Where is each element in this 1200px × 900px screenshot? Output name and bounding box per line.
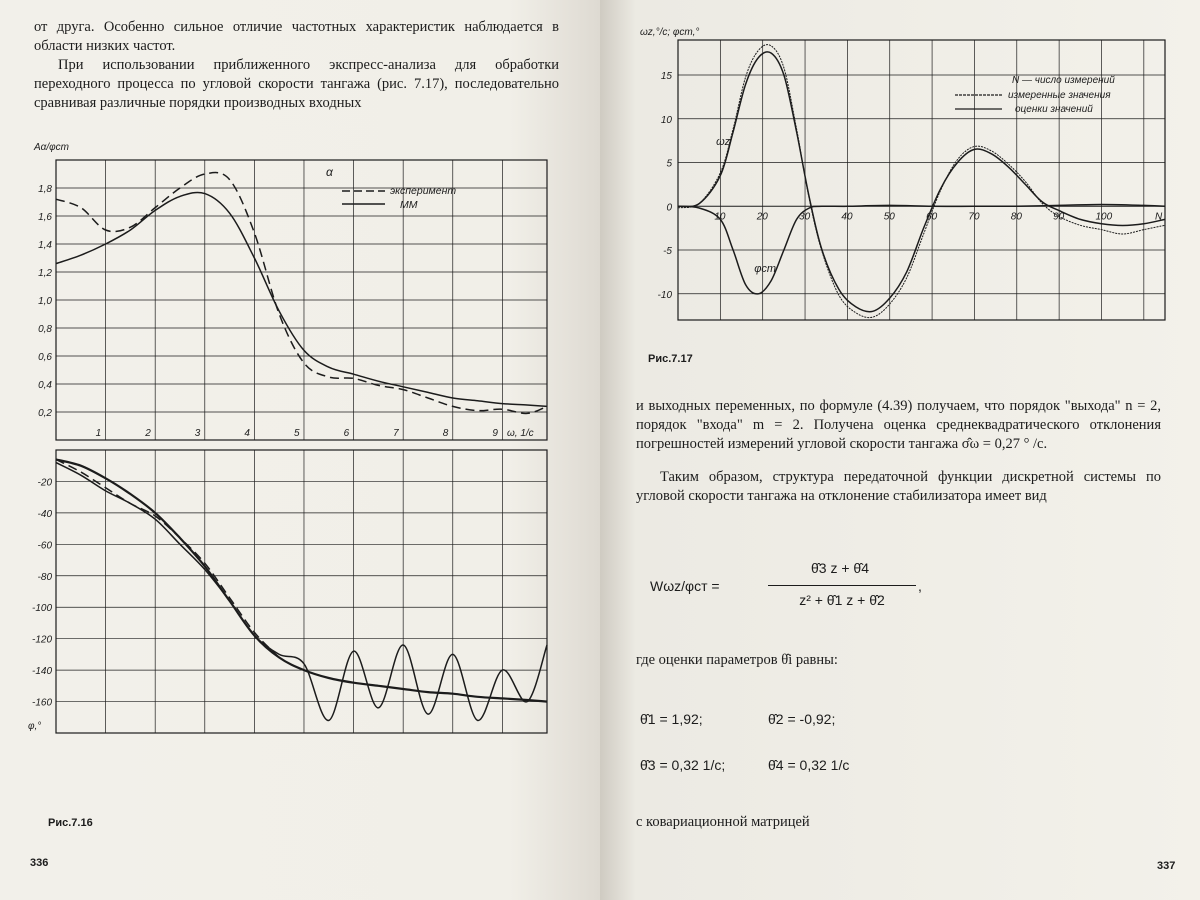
amp-x-tick-label: 2 bbox=[145, 428, 151, 439]
orders-text: и выходных переменных, по формуле (4.39) получаем, что порядок "выхода" n = 2, порядок "входа" m = 2. Получена оценка среднеквадратического отклонения погрешностей измерений угловой скорости тангажа bbox=[636, 398, 1161, 452]
paragraph-orders bbox=[636, 397, 1161, 454]
time-annotation-omega: ωz bbox=[716, 136, 731, 148]
phase-s1-data-point bbox=[477, 696, 478, 697]
phase-s0-data-point bbox=[427, 714, 428, 715]
time-s2-data-point bbox=[771, 280, 772, 281]
amp-s0-data-point bbox=[403, 389, 404, 390]
amp-s1-data-point bbox=[353, 374, 354, 375]
amp-x-tick-label: 5 bbox=[293, 428, 300, 439]
amp-s1-data-point bbox=[80, 255, 81, 256]
amp-y-tick-label: 1,4 bbox=[38, 240, 52, 251]
time-s0-data-point bbox=[1143, 229, 1144, 230]
amp-y-tick-label: 0,8 bbox=[38, 324, 52, 335]
time-s1-data-point bbox=[906, 271, 907, 272]
formula-comma: , bbox=[918, 578, 922, 594]
amp-y-tick-label: 0,6 bbox=[38, 352, 52, 363]
phase-y-axis-label: φ,° bbox=[28, 721, 42, 732]
time-s0-data-point bbox=[783, 67, 784, 68]
amp-s0-data-point bbox=[353, 378, 354, 379]
amplitude-chart bbox=[20, 140, 580, 470]
time-s1-data-point bbox=[720, 175, 721, 176]
amp-s0-data-point bbox=[502, 409, 503, 410]
amp-s1-data-point bbox=[546, 406, 547, 407]
time-s0-data-point bbox=[677, 207, 678, 208]
paragraph-continuation: от друга. Особенно сильное отличие частотных характеристик наблюдается в области низких частот. bbox=[34, 19, 559, 54]
amp-s0-data-point bbox=[179, 187, 180, 188]
time-s1-data-point bbox=[1008, 166, 1009, 167]
theta3-value: θ̂3 = 0,32 1/с; bbox=[640, 757, 726, 773]
amp-s1-data-point bbox=[204, 193, 205, 194]
time-s0-data-point bbox=[1164, 225, 1165, 226]
time-s1-data-point bbox=[974, 149, 975, 150]
time-s1-data-point bbox=[758, 57, 759, 58]
time-s1-data-point bbox=[1080, 219, 1081, 220]
phase-s1-data-point bbox=[105, 478, 106, 479]
time-x-tick-label: 30 bbox=[799, 211, 811, 223]
time-s2-data-point bbox=[974, 206, 975, 207]
amp-s1-data-point bbox=[303, 350, 304, 351]
time-x-axis-label: N bbox=[1155, 211, 1163, 223]
phase-chart bbox=[20, 448, 580, 778]
amp-s0-data-point bbox=[105, 229, 106, 230]
formula-lhs: Wωz/φст = bbox=[650, 578, 720, 594]
time-s2-data-point bbox=[809, 207, 810, 208]
time-s1-data-point bbox=[796, 131, 797, 132]
amp-s0-data-point bbox=[80, 207, 81, 208]
time-s2-data-point bbox=[1059, 205, 1060, 206]
time-x-tick-label: 90 bbox=[1053, 211, 1065, 223]
amp-x-tick-label: 6 bbox=[343, 428, 350, 439]
phase-s1-data-point bbox=[452, 693, 453, 694]
time-s1-data-point bbox=[1025, 184, 1026, 185]
amp-s0-data-point bbox=[303, 362, 304, 363]
phase-s2-data-point bbox=[204, 563, 205, 564]
time-s0-data-point bbox=[889, 303, 890, 304]
phase-s0-series-line bbox=[56, 463, 547, 721]
amp-legend-label: эксперимент bbox=[390, 185, 457, 197]
time-s2-data-point bbox=[889, 205, 890, 206]
amp-s0-series-line bbox=[56, 173, 547, 414]
phase-s1-data-point bbox=[502, 698, 503, 699]
phase-s0-data-point bbox=[328, 720, 329, 721]
time-s0-data-point bbox=[974, 146, 975, 147]
phase-s0-data-point bbox=[204, 569, 205, 570]
amp-s1-data-point bbox=[403, 386, 404, 387]
amp-s1-data-point bbox=[55, 263, 56, 264]
phase-s2-data-point bbox=[254, 632, 255, 633]
time-y-tick-label: 5 bbox=[666, 158, 672, 170]
phase-s1-data-point bbox=[254, 635, 255, 636]
time-s1-data-point bbox=[923, 228, 924, 229]
time-s0-data-point bbox=[838, 295, 839, 296]
phase-s1-data-point bbox=[546, 701, 547, 702]
phase-s1-data-point bbox=[130, 493, 131, 494]
sigma-estimate: σ̂ω = 0,27 ° /с. bbox=[961, 436, 1048, 452]
phase-s2-data-point bbox=[55, 459, 56, 460]
time-s0-data-point bbox=[1080, 225, 1081, 226]
time-s0-data-point bbox=[1059, 216, 1060, 217]
phase-y-tick-label: -20 bbox=[37, 477, 52, 489]
amp-s0-data-point bbox=[204, 173, 205, 174]
time-s0-data-point bbox=[923, 233, 924, 234]
time-s1-data-point bbox=[1122, 225, 1123, 226]
phase-s0-data-point bbox=[179, 544, 180, 545]
time-s2-data-point bbox=[847, 206, 848, 207]
theta2-value: θ̂2 = -0,92; bbox=[768, 711, 836, 727]
phase-s1-data-point bbox=[427, 692, 428, 693]
phase-y-tick-label: -160 bbox=[31, 697, 52, 709]
time-x-tick-label: 60 bbox=[926, 211, 938, 223]
time-s0-data-point bbox=[758, 50, 759, 51]
amp-s1-data-point bbox=[452, 397, 453, 398]
amp-s0-data-point bbox=[527, 413, 528, 414]
time-s2-data-point bbox=[720, 219, 721, 220]
amp-x-axis-label: ω, 1/с bbox=[507, 428, 534, 439]
time-y-tick-label: 10 bbox=[660, 114, 672, 126]
amp-s0-data-point bbox=[279, 313, 280, 314]
phase-s0-data-point bbox=[403, 644, 404, 645]
phase-s0-data-point bbox=[353, 651, 354, 652]
time-s1-data-point bbox=[940, 188, 941, 189]
phase-s1-data-point bbox=[353, 682, 354, 683]
phase-s2-data-point bbox=[130, 503, 131, 504]
amp-y-tick-label: 0,4 bbox=[38, 380, 52, 391]
amp-s0-data-point bbox=[55, 199, 56, 200]
transient-chart bbox=[640, 25, 1180, 345]
paragraph-express-analysis: При использовании приближенного экспресс-анализа для обработки переходного процесса по угловой скорости тангажа (рис. 7.17), последовательно сравнивая различные порядки производных входных bbox=[34, 57, 559, 111]
time-s1-data-point bbox=[1101, 223, 1102, 224]
phase-s2-series-line bbox=[56, 459, 279, 657]
phase-s0-data-point bbox=[55, 462, 56, 463]
page-number-left: 336 bbox=[30, 857, 49, 869]
fraction-bar bbox=[768, 585, 916, 586]
amp-s0-data-point bbox=[452, 406, 453, 407]
time-s0-data-point bbox=[957, 159, 958, 160]
text-block-top bbox=[34, 18, 559, 113]
phase-y-tick-label: -60 bbox=[37, 540, 52, 552]
theta4-value: θ̂4 = 0,32 1/с bbox=[768, 757, 850, 773]
time-s2-data-point bbox=[821, 206, 822, 207]
amp-s0-data-point bbox=[378, 385, 379, 386]
page-number-right: 337 bbox=[1157, 860, 1176, 872]
time-s1-data-point bbox=[783, 74, 784, 75]
amp-s1-data-point bbox=[179, 196, 180, 197]
time-annotation-phi: φст bbox=[754, 262, 777, 275]
phase-s1-data-point bbox=[328, 677, 329, 678]
phase-s2-data-point bbox=[179, 537, 180, 538]
amp-s0-data-point bbox=[477, 410, 478, 411]
time-s0-data-point bbox=[1025, 181, 1026, 182]
phase-s0-data-point bbox=[279, 654, 280, 655]
phase-y-tick-label: -80 bbox=[37, 571, 52, 583]
params-intro: где оценки параметров θ̂i равны: bbox=[636, 652, 838, 668]
time-s1-data-point bbox=[699, 203, 700, 204]
time-s2-data-point bbox=[783, 249, 784, 250]
phase-s1-data-point bbox=[80, 465, 81, 466]
time-s0-data-point bbox=[1101, 229, 1102, 230]
amp-y-tick-label: 1,0 bbox=[38, 296, 52, 307]
time-y-tick-label: -5 bbox=[663, 246, 672, 257]
amp-s1-data-point bbox=[254, 257, 255, 258]
phase-y-tick-label: -40 bbox=[37, 508, 52, 520]
amp-y-tick-label: 1,2 bbox=[38, 268, 52, 279]
time-s1-data-point bbox=[1164, 219, 1165, 220]
time-s1-data-point bbox=[872, 311, 873, 312]
time-s1-data-point bbox=[1143, 223, 1144, 224]
amp-s1-data-point bbox=[130, 229, 131, 230]
amp-s1-data-point bbox=[378, 381, 379, 382]
phase-s0-data-point bbox=[452, 654, 453, 655]
phase-s1-data-point bbox=[403, 688, 404, 689]
time-s2-data-point bbox=[745, 284, 746, 285]
time-s0-data-point bbox=[872, 317, 873, 318]
time-s1-data-point bbox=[889, 298, 890, 299]
amp-x-tick-label: 4 bbox=[244, 428, 250, 439]
phase-s1-data-point bbox=[229, 600, 230, 601]
time-x-tick-label: 100 bbox=[1095, 211, 1113, 223]
phase-s2-data-point bbox=[105, 487, 106, 488]
time-s1-data-point bbox=[771, 53, 772, 54]
time-s1-data-point bbox=[745, 83, 746, 84]
amp-x-tick-label: 8 bbox=[442, 428, 449, 439]
formula-numerator: θ̂3 z + θ̂4 bbox=[811, 560, 869, 576]
phase-s2-data-point bbox=[155, 515, 156, 516]
time-x-tick-label: 80 bbox=[1010, 211, 1022, 223]
amp-annotation: α bbox=[326, 165, 333, 179]
phase-s1-data-point bbox=[155, 512, 156, 513]
amp-y-tick-label: 1,6 bbox=[38, 212, 52, 223]
time-s0-data-point bbox=[906, 277, 907, 278]
time-s1-data-point bbox=[838, 289, 839, 290]
time-x-tick-label: 40 bbox=[841, 211, 853, 223]
time-s1-data-point bbox=[809, 197, 810, 198]
time-x-tick-label: 20 bbox=[756, 211, 768, 223]
time-s2-data-point bbox=[1164, 206, 1165, 207]
amp-s0-data-point bbox=[254, 232, 255, 233]
phase-s1-data-point bbox=[204, 566, 205, 567]
amp-s1-data-point bbox=[155, 210, 156, 211]
phase-y-tick-label: -120 bbox=[31, 634, 52, 646]
formula-denominator: z² + θ̂1 z + θ̂2 bbox=[799, 592, 885, 608]
time-x-tick-label: 10 bbox=[714, 211, 726, 223]
figure-caption-7-16: Рис.7.16 bbox=[48, 817, 93, 829]
amp-s1-data-point bbox=[527, 404, 528, 405]
time-y-tick-label: -10 bbox=[657, 289, 672, 301]
transfer-function-formula bbox=[650, 560, 1010, 620]
time-s1-data-point bbox=[991, 153, 992, 154]
time-s2-series-line bbox=[678, 205, 1165, 294]
time-y-axis-label: ωz,°/с; φст,° bbox=[640, 27, 700, 38]
amp-s0-data-point bbox=[130, 227, 131, 228]
time-s2-data-point bbox=[1143, 205, 1144, 206]
phase-y-tick-label: -100 bbox=[31, 603, 52, 615]
time-s2-data-point bbox=[677, 206, 678, 207]
time-s2-data-point bbox=[932, 206, 933, 207]
amp-x-tick-label: 7 bbox=[393, 428, 399, 439]
time-s0-data-point bbox=[855, 312, 856, 313]
amp-y-tick-label: 1,8 bbox=[38, 184, 52, 195]
time-s1-data-point bbox=[1042, 201, 1043, 202]
amp-s0-data-point bbox=[155, 207, 156, 208]
time-s1-data-point bbox=[733, 131, 734, 132]
time-s0-data-point bbox=[1008, 163, 1009, 164]
phase-s0-data-point bbox=[546, 644, 547, 645]
time-s2-data-point bbox=[733, 249, 734, 250]
time-s1-data-point bbox=[957, 162, 958, 163]
time-y-tick-label: 15 bbox=[660, 71, 672, 82]
amp-s0-data-point bbox=[229, 179, 230, 180]
time-s2-data-point bbox=[758, 293, 759, 294]
right-page bbox=[600, 0, 1200, 900]
phase-s0-data-point bbox=[378, 707, 379, 708]
phase-s0-data-point bbox=[303, 663, 304, 664]
phase-y-tick-label: -140 bbox=[31, 666, 52, 678]
time-s2-data-point bbox=[1016, 206, 1017, 207]
phase-s0-data-point bbox=[527, 701, 528, 702]
amp-s0-data-point bbox=[427, 397, 428, 398]
amp-x-tick-label: 1 bbox=[95, 428, 102, 439]
time-legend-label: оценки значений bbox=[1015, 104, 1093, 115]
paragraph-structure: Таким образом, структура передаточной функции дискретной системы по угловой скорости тангажа на отклонение стабилизатора имеет вид bbox=[636, 469, 1161, 504]
amp-y-tick-label: 0,2 bbox=[38, 408, 52, 419]
amp-legend-label: ММ bbox=[400, 199, 418, 211]
phase-s0-data-point bbox=[477, 720, 478, 721]
phase-s0-data-point bbox=[105, 490, 106, 491]
time-x-tick-label: 70 bbox=[968, 211, 980, 223]
amp-x-tick-label: 9 bbox=[492, 428, 498, 439]
amp-s0-data-point bbox=[328, 376, 329, 377]
phase-s2-data-point bbox=[80, 471, 81, 472]
time-s1-data-point bbox=[821, 249, 822, 250]
phase-s1-data-point bbox=[303, 670, 304, 671]
phase-s0-data-point bbox=[155, 519, 156, 520]
amp-s1-data-point bbox=[427, 392, 428, 393]
amp-s1-data-point bbox=[229, 213, 230, 214]
time-s1-data-point bbox=[855, 306, 856, 307]
phase-s2-data-point bbox=[279, 657, 280, 658]
phase-s2-data-point bbox=[229, 597, 230, 598]
theta1-value: θ̂1 = 1,92; bbox=[640, 711, 703, 727]
amp-s1-series-line bbox=[56, 192, 547, 406]
time-s1-data-point bbox=[1059, 210, 1060, 211]
time-y-tick-label: 0 bbox=[666, 202, 672, 214]
time-legend-label: измеренные значения bbox=[1008, 90, 1111, 101]
amp-s1-data-point bbox=[328, 367, 329, 368]
time-s2-data-point bbox=[699, 207, 700, 208]
time-s0-data-point bbox=[1122, 233, 1123, 234]
phase-s0-data-point bbox=[80, 475, 81, 476]
time-s2-data-point bbox=[796, 219, 797, 220]
amp-s1-data-point bbox=[105, 243, 106, 244]
amp-s1-data-point bbox=[502, 403, 503, 404]
time-x-tick-label: 50 bbox=[883, 211, 895, 223]
time-s0-data-point bbox=[991, 150, 992, 151]
time-legend-note: N — число измерений bbox=[1012, 75, 1115, 86]
time-s2-data-point bbox=[1101, 204, 1102, 205]
phase-s1-data-point bbox=[527, 699, 528, 700]
phase-s0-data-point bbox=[502, 670, 503, 671]
text-block-right bbox=[636, 397, 1161, 506]
figure-caption-7-17: Рис.7.17 bbox=[648, 353, 693, 365]
phase-s1-series-line bbox=[56, 459, 547, 701]
phase-s1-data-point bbox=[378, 685, 379, 686]
amp-s1-data-point bbox=[279, 311, 280, 312]
covariance-text: с ковариационной матрицей bbox=[636, 814, 810, 830]
amp-x-tick-label: 3 bbox=[194, 428, 201, 439]
amp-y-axis-label: Aα/φст bbox=[34, 142, 70, 153]
time-s0-data-point bbox=[745, 76, 746, 77]
amp-s1-data-point bbox=[477, 400, 478, 401]
time-s0-data-point bbox=[771, 45, 772, 46]
